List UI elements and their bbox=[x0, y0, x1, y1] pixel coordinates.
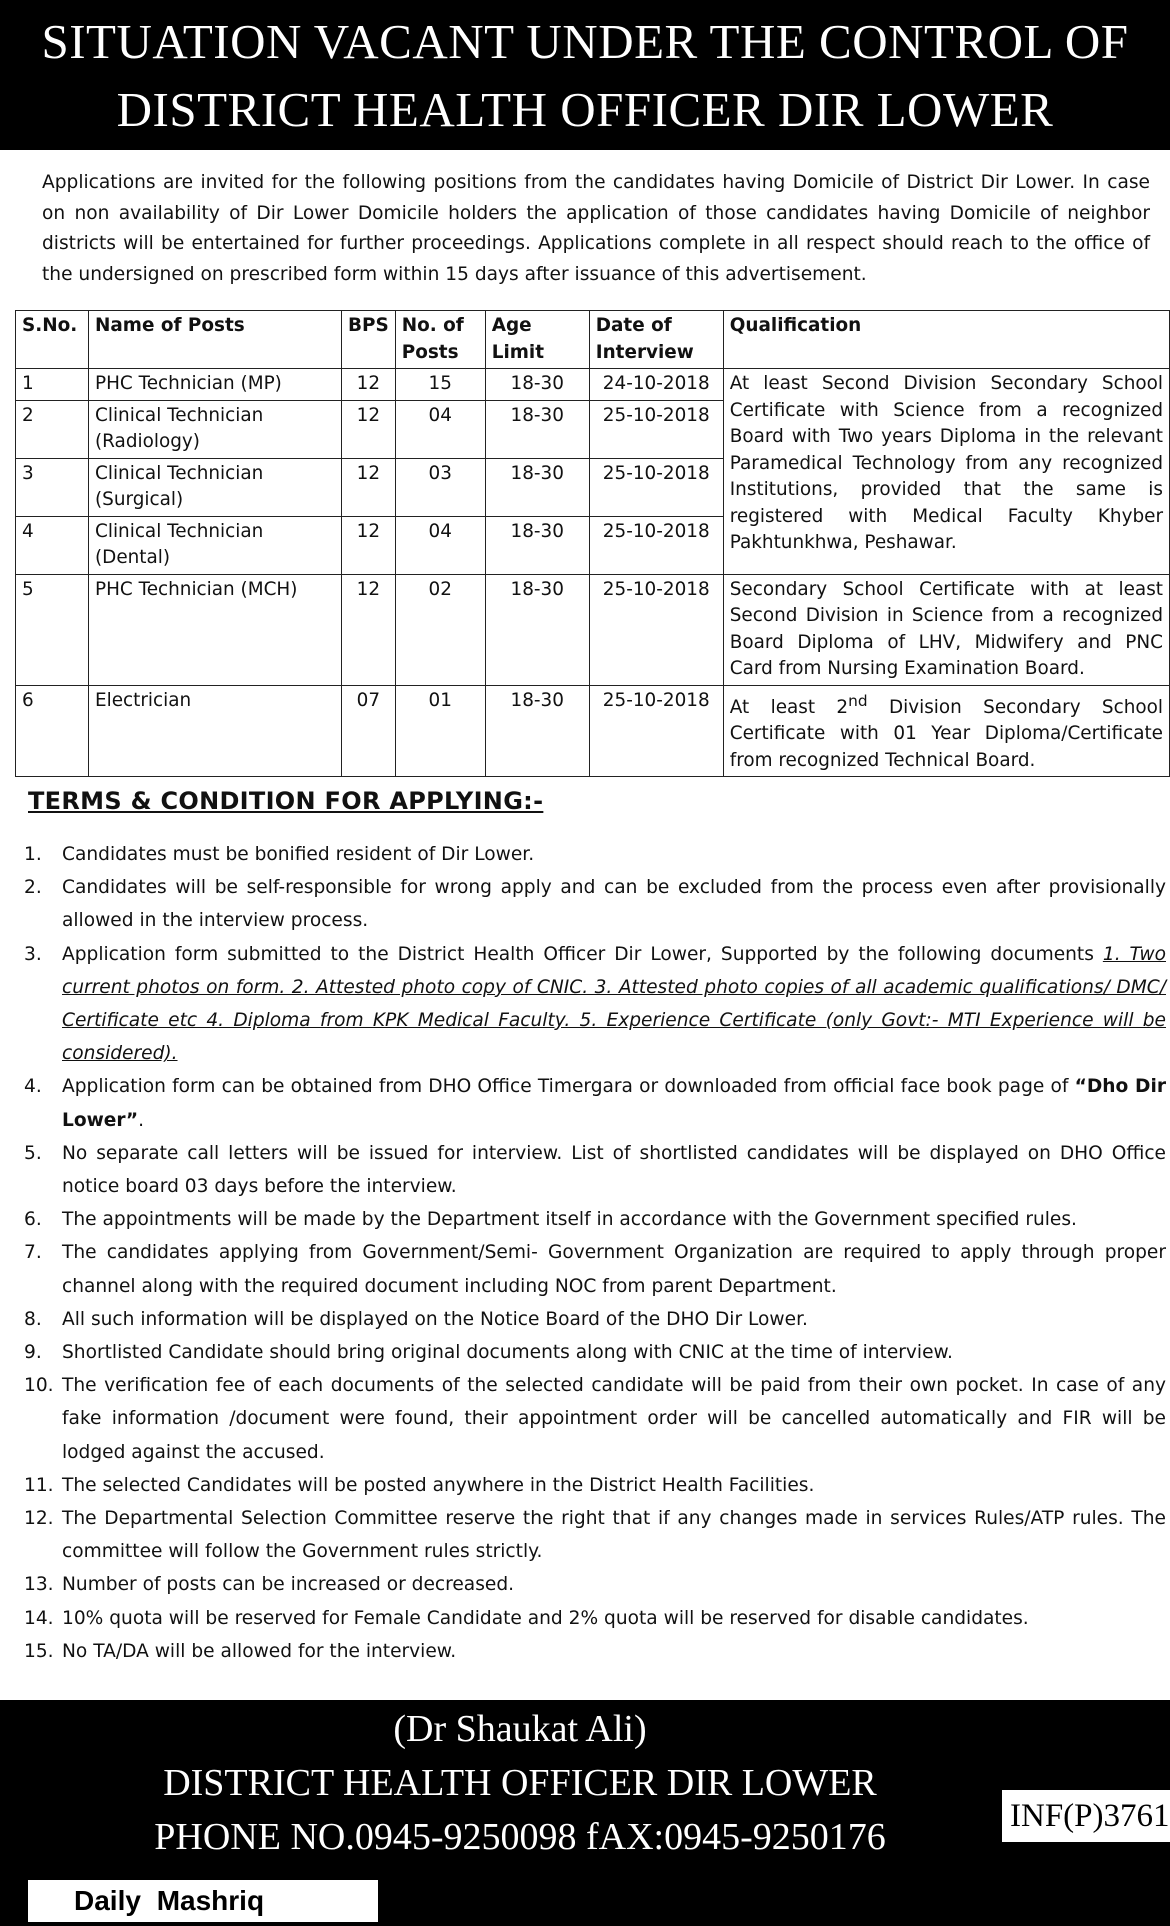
term-number: 2. bbox=[24, 877, 42, 899]
list-item bbox=[24, 1236, 1166, 1302]
list-item bbox=[24, 1137, 1166, 1203]
cell-bps: 12 bbox=[342, 516, 396, 574]
term-text: Shortlisted Candidate should bring original documents along with CNIC at the time of interview. bbox=[62, 1342, 953, 1364]
table-row bbox=[16, 574, 1170, 685]
inf-code-box: INF(P)3761 bbox=[1002, 1790, 1170, 1842]
term-text: The selected Candidates will be posted anywhere in the District Health Facilities. bbox=[62, 1474, 815, 1496]
cell-qualification: At least Second Division Secondary School Certificate with Science from a recognized Board with Two years Diploma in the relevant Paramedical Technology from any recognized Institutions, provided that the same is registered with Medical Faculty Khyber Pakhtunkhwa, Peshawar. bbox=[723, 369, 1169, 575]
cell-sno: 6 bbox=[16, 685, 89, 777]
term-number: 8. bbox=[24, 1308, 42, 1330]
list-item bbox=[24, 1070, 1166, 1136]
cell-no-of-posts: 01 bbox=[395, 685, 485, 777]
ordinal-suffix: nd bbox=[848, 691, 868, 710]
term-text: No separate call letters will be issued for interview. List of shortlisted candidates will be displayed on DHO Office notice board 03 days before the interview. bbox=[62, 1142, 1166, 1198]
posts-table bbox=[15, 310, 1170, 777]
list-item bbox=[24, 1568, 1166, 1601]
cell-no-of-posts: 02 bbox=[395, 574, 485, 685]
newspaper-source-label: Daily Mashriq bbox=[28, 1880, 378, 1922]
cell-bps: 07 bbox=[342, 685, 396, 777]
list-item bbox=[24, 1469, 1166, 1502]
cell-age-limit: 18-30 bbox=[485, 574, 589, 685]
cell-age-limit: 18-30 bbox=[485, 369, 589, 401]
term-number: 10. bbox=[24, 1375, 54, 1397]
cell-age-limit: 18-30 bbox=[485, 685, 589, 777]
list-item bbox=[24, 1336, 1166, 1369]
term-number: 9. bbox=[24, 1342, 42, 1364]
term-text: Number of posts can be increased or decreased. bbox=[62, 1574, 515, 1596]
list-item bbox=[24, 871, 1166, 937]
list-item bbox=[24, 1502, 1166, 1568]
term-number: 14. bbox=[24, 1607, 54, 1629]
cell-no-of-posts: 04 bbox=[395, 400, 485, 458]
facebook-page-name: “Dho Dir Lower” bbox=[62, 1076, 1166, 1131]
cell-sno: 4 bbox=[16, 516, 89, 574]
qualification-text: At least 2 bbox=[729, 696, 849, 718]
cell-age-limit: 18-30 bbox=[485, 516, 589, 574]
list-item bbox=[24, 938, 1166, 1071]
col-header-name: Name of Posts bbox=[89, 311, 342, 369]
term-text: The verification fee of each documents of the selected candidate will be paid from their own pocket. In case of any fake information /document were found, their appointment order will be cancelled automatically and FIR will be lodged against the accused. bbox=[62, 1375, 1166, 1463]
officer-title: DISTRICT HEALTH OFFICER DIR LOWER bbox=[163, 1762, 877, 1804]
cell-interview-date: 25-10-2018 bbox=[589, 574, 723, 685]
list-item bbox=[24, 1203, 1166, 1236]
cell-post-name: Clinical Technician (Surgical) bbox=[89, 458, 342, 516]
term-text-wrapper bbox=[62, 938, 1166, 1071]
terms-list bbox=[24, 838, 1166, 1668]
list-item bbox=[24, 1635, 1166, 1668]
term-number: 11. bbox=[24, 1474, 54, 1496]
term-text: No TA/DA will be allowed for the interview. bbox=[62, 1640, 457, 1662]
cell-post-name: Clinical Technician (Radiology) bbox=[89, 400, 342, 458]
term-number: 5. bbox=[24, 1142, 42, 1164]
header-line-2: DISTRICT HEALTH OFFICER DIR LOWER bbox=[116, 82, 1054, 137]
cell-sno: 1 bbox=[16, 369, 89, 401]
col-header-qualification: Qualification bbox=[723, 311, 1169, 369]
term-text: Candidates must be bonified resident of Dir Lower. bbox=[62, 844, 535, 865]
term-text: Candidates will be self-responsible for wrong apply and can be excluded from the process even after provisionally allowed in the interview process. bbox=[62, 877, 1166, 932]
term-text-end: . bbox=[138, 1109, 145, 1131]
list-item bbox=[24, 838, 1166, 871]
term-number: 3. bbox=[24, 943, 42, 965]
term-text-wrapper bbox=[62, 1070, 1166, 1136]
cell-interview-date: 25-10-2018 bbox=[589, 400, 723, 458]
intro-paragraph: Applications are invited for the following positions from the candidates having Domicile of District Dir Lower. In case on non availability of Dir Lower Domicile holders the application of those candidates having Domicile of neighbor districts will be entertained for further proceedings. Applications complete in all respect should reach to the office of the undersigned on prescribed form within 15 days after issuance of this advertisement. bbox=[42, 172, 1150, 285]
cell-sno: 3 bbox=[16, 458, 89, 516]
cell-sno: 5 bbox=[16, 574, 89, 685]
term-number: 12. bbox=[24, 1508, 54, 1530]
cell-no-of-posts: 04 bbox=[395, 516, 485, 574]
cell-no-of-posts: 03 bbox=[395, 458, 485, 516]
cell-sno: 2 bbox=[16, 400, 89, 458]
term-text: Application form submitted to the District Health Officer Dir Lower, Supported by the following documents bbox=[62, 943, 1103, 965]
cell-interview-date: 24-10-2018 bbox=[589, 369, 723, 401]
term-text: Application form can be obtained from DHO Office Timergara or downloaded from official face book page of bbox=[62, 1076, 1075, 1098]
cell-qualification: Secondary School Certificate with at least Second Division in Science from a recognized Board Diploma of LHV, Midwifery and PNC Card from Nursing Examination Board. bbox=[723, 574, 1169, 685]
header-line-1: SITUATION VACANT UNDER THE CONTROL OF bbox=[41, 14, 1129, 69]
cell-qualification bbox=[723, 685, 1169, 777]
term-number: 6. bbox=[24, 1209, 42, 1231]
list-item bbox=[24, 1369, 1166, 1469]
cell-no-of-posts: 15 bbox=[395, 369, 485, 401]
term-text: All such information will be displayed on the Notice Board of the DHO Dir Lower. bbox=[62, 1308, 808, 1330]
table-row bbox=[16, 369, 1170, 401]
term-text: 10% quota will be reserved for Female Candidate and 2% quota will be reserved for disable candidates. bbox=[62, 1607, 1029, 1629]
cell-interview-date: 25-10-2018 bbox=[589, 458, 723, 516]
col-header-age: Age Limit bbox=[485, 311, 589, 369]
cell-interview-date: 25-10-2018 bbox=[589, 685, 723, 777]
term-number: 13. bbox=[24, 1574, 54, 1596]
list-item bbox=[24, 1303, 1166, 1336]
cell-bps: 12 bbox=[342, 369, 396, 401]
col-header-posts: No. of Posts bbox=[395, 311, 485, 369]
cell-post-name: Clinical Technician (Dental) bbox=[89, 516, 342, 574]
cell-age-limit: 18-30 bbox=[485, 458, 589, 516]
officer-name: (Dr Shaukat Ali) bbox=[393, 1708, 647, 1750]
notice-header bbox=[0, 0, 1170, 150]
col-header-sno: S.No. bbox=[16, 311, 89, 369]
signature-block bbox=[80, 1702, 960, 1864]
term-text: The candidates applying from Government/Semi- Government Organization are required to apply through proper channel along with the required document including NOC from parent Department. bbox=[62, 1242, 1166, 1297]
term-number: 7. bbox=[24, 1242, 42, 1264]
term-text: The appointments will be made by the Department itself in accordance with the Government specified rules. bbox=[62, 1209, 1077, 1231]
qualification-text: Division Secondary School Certificate with 01 Year Diploma/Certificate from recognized Technical Board. bbox=[729, 696, 1163, 771]
cell-age-limit: 18-30 bbox=[485, 400, 589, 458]
term-text: The Departmental Selection Committee reserve the right that if any changes made in services Rules/ATP rules. The committee will follow the Government rules strictly. bbox=[62, 1508, 1166, 1563]
cell-interview-date: 25-10-2018 bbox=[589, 516, 723, 574]
term-number: 1. bbox=[24, 844, 42, 865]
cell-post-name: Electrician bbox=[89, 685, 342, 777]
list-item bbox=[24, 1602, 1166, 1635]
required-documents-list: 1. Two current photos on form. 2. Attested photo copy of CNIC. 3. Attested photo copies of all academic qualifications/ DMC/ Certificate etc 4. Diploma from KPK Medical Faculty. 5. Experience Certificate (only Govt:- MTI Experience will be considered). bbox=[62, 943, 1166, 1065]
cell-bps: 12 bbox=[342, 458, 396, 516]
table-row bbox=[16, 685, 1170, 777]
cell-bps: 12 bbox=[342, 574, 396, 685]
col-header-bps: BPS bbox=[342, 311, 396, 369]
cell-bps: 12 bbox=[342, 400, 396, 458]
cell-post-name: PHC Technician (MCH) bbox=[89, 574, 342, 685]
terms-heading: TERMS & CONDITION FOR APPLYING:- bbox=[28, 787, 544, 815]
table-header-row bbox=[16, 311, 1170, 369]
cell-post-name: PHC Technician (MP) bbox=[89, 369, 342, 401]
col-header-date: Date of Interview bbox=[589, 311, 723, 369]
term-number: 4. bbox=[24, 1076, 42, 1098]
term-number: 15. bbox=[24, 1640, 54, 1662]
contact-numbers: PHONE NO.0945-9250098 fAX:0945-9250176 bbox=[154, 1816, 886, 1858]
